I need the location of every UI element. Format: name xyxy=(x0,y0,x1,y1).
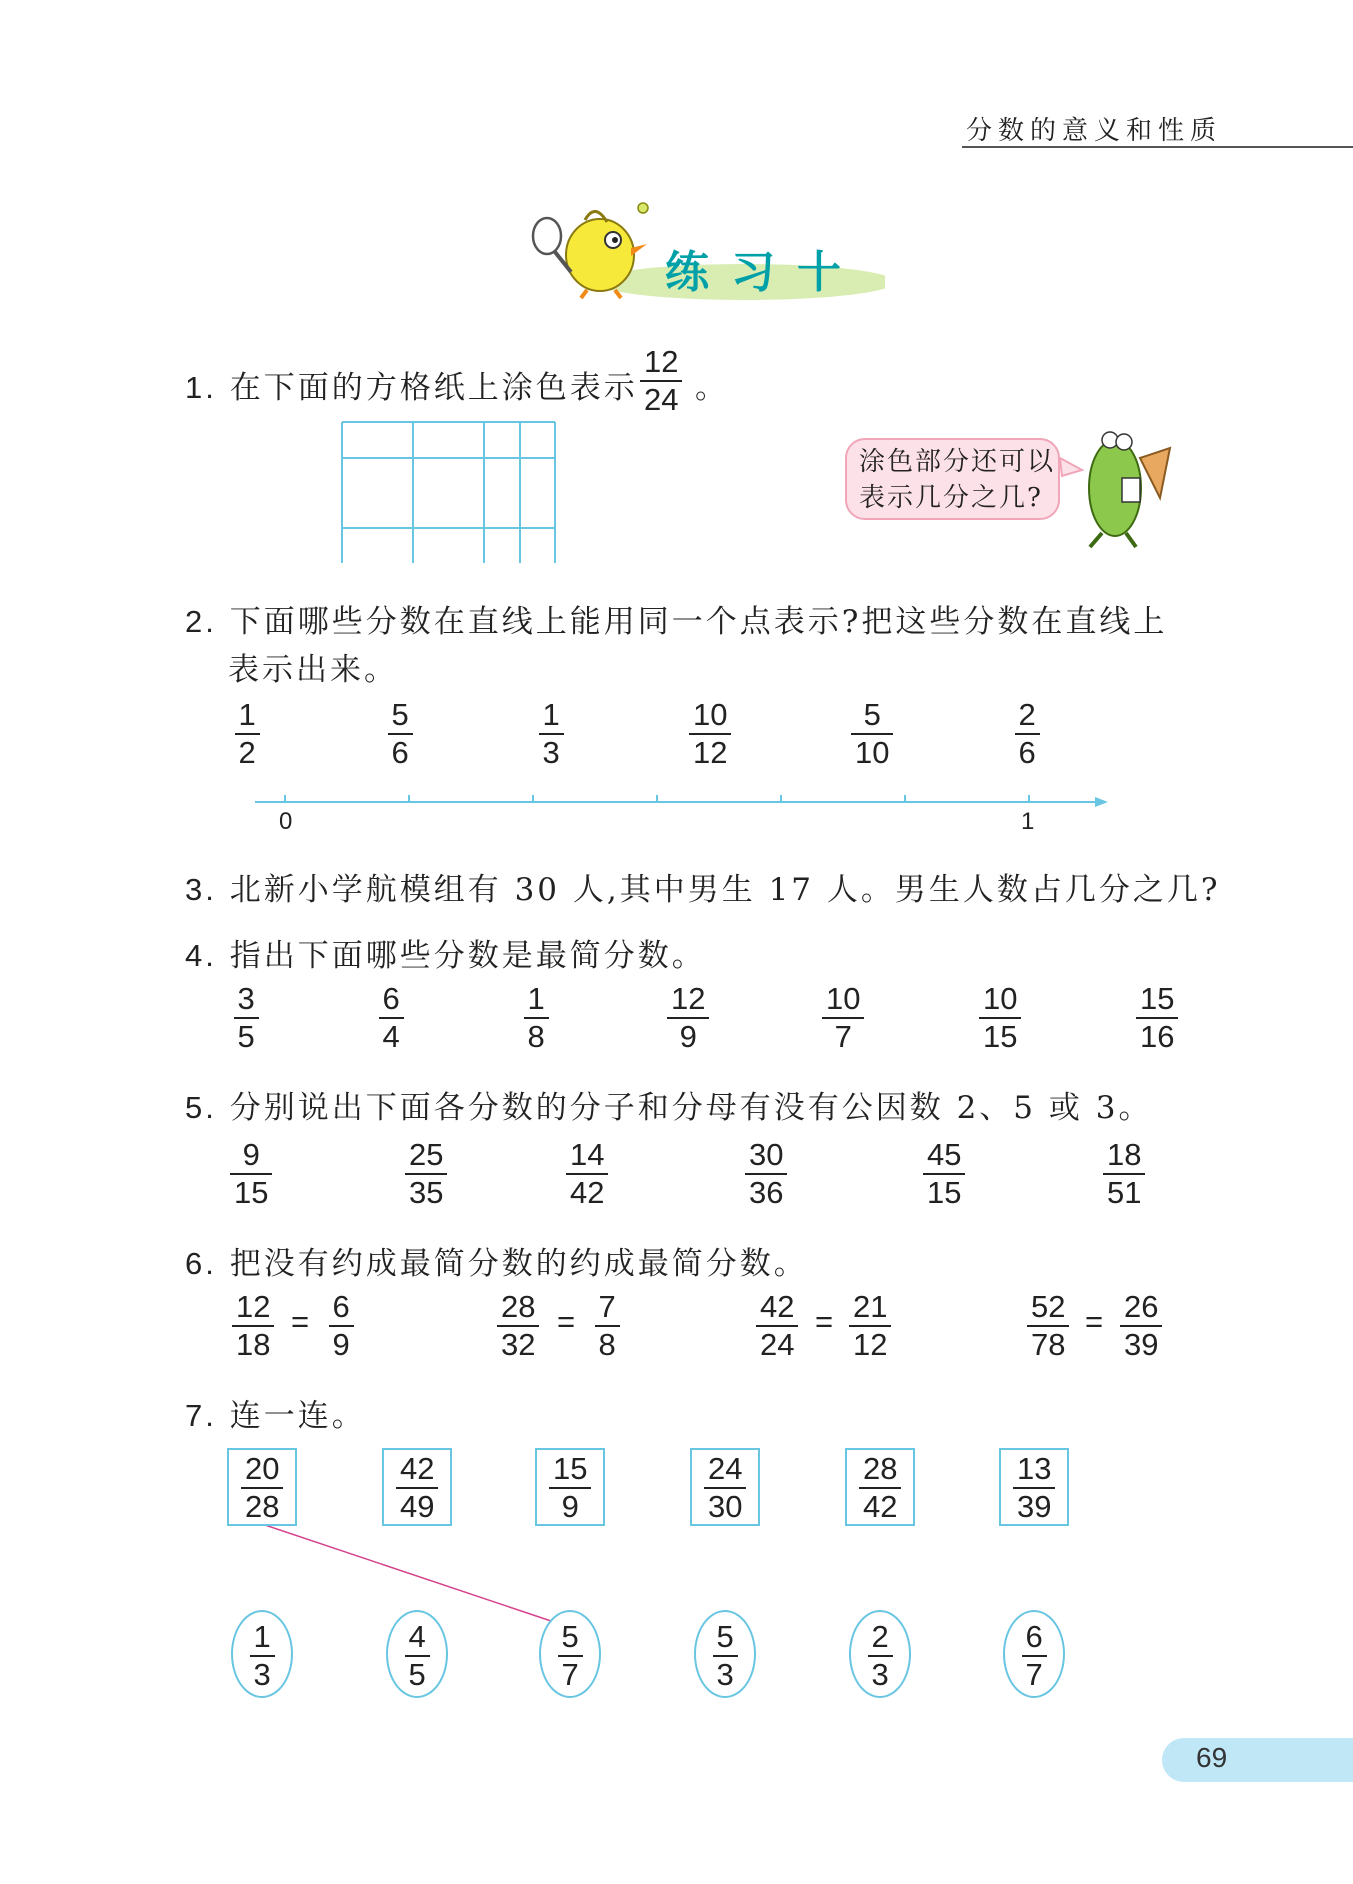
q7-number: 7. xyxy=(185,1398,217,1433)
fraction-numerator: 52 xyxy=(1031,1289,1066,1324)
fraction-numerator: 5 xyxy=(391,697,409,732)
fraction-denominator: 6 xyxy=(391,735,409,770)
page-number: 69 xyxy=(1196,1742,1228,1773)
q6-prompt: 把没有约成最简分数的约成最简分数。 xyxy=(229,1246,808,1282)
fraction-numerator: 15 xyxy=(553,1451,588,1486)
q4-number: 4. xyxy=(185,938,217,973)
fraction-denominator: 2 xyxy=(238,735,256,770)
fraction-denominator: 3 xyxy=(542,735,560,770)
q6-number: 6. xyxy=(185,1246,217,1281)
fraction-numerator: 1 xyxy=(527,981,545,1016)
fraction-numerator: 18 xyxy=(1107,1137,1142,1172)
bubble-line-2: 表示几分之几? xyxy=(859,483,1043,513)
fraction-numerator: 15 xyxy=(1140,981,1175,1016)
fraction-numerator: 42 xyxy=(400,1451,435,1486)
fraction-denominator: 12 xyxy=(693,735,728,770)
fraction-denominator: 36 xyxy=(749,1175,784,1210)
q1-period: 。 xyxy=(695,370,729,406)
axis-label-zero: 0 xyxy=(279,808,293,835)
match-box-fraction xyxy=(859,1452,901,1524)
fraction-numerator: 20 xyxy=(245,1451,280,1486)
fraction-denominator: 5 xyxy=(408,1657,426,1692)
fraction-denominator: 15 xyxy=(234,1175,269,1210)
match-oval-fraction xyxy=(713,1620,738,1692)
match-oval-fraction xyxy=(250,1620,275,1692)
fraction-numerator: 2 xyxy=(1018,697,1036,732)
fraction-denominator: 32 xyxy=(501,1327,536,1362)
match-box-fraction xyxy=(1013,1452,1055,1524)
fraction-denominator: 6 xyxy=(1018,735,1036,770)
exercise-title: 练习十 xyxy=(665,247,863,298)
fraction-numerator: 5 xyxy=(561,1619,579,1654)
fraction-denominator: 4 xyxy=(382,1019,400,1054)
fraction-numerator: 28 xyxy=(501,1289,536,1324)
fraction-denominator: 9 xyxy=(332,1327,350,1362)
match-oval-fraction xyxy=(1022,1620,1047,1692)
fraction-numerator: 9 xyxy=(242,1137,260,1172)
fraction-numerator: 6 xyxy=(382,981,400,1016)
match-oval-fraction xyxy=(558,1620,583,1692)
q1-number: 1. xyxy=(185,370,217,405)
fraction-denominator: 24 xyxy=(760,1327,795,1362)
fraction-denominator: 3 xyxy=(253,1657,271,1692)
fraction-denominator: 49 xyxy=(400,1489,435,1524)
equals-sign: = xyxy=(557,1304,576,1339)
fraction-denominator: 8 xyxy=(527,1019,545,1054)
fraction-denominator: 39 xyxy=(1124,1327,1159,1362)
fraction-numerator: 26 xyxy=(1124,1289,1159,1324)
q7-prompt: 连一连。 xyxy=(229,1398,366,1434)
fraction-denominator: 9 xyxy=(561,1489,579,1524)
q2-prompt-2: 表示出来。 xyxy=(228,652,398,688)
fraction-denominator: 42 xyxy=(570,1175,605,1210)
fraction-numerator: 25 xyxy=(409,1137,444,1172)
fraction-denominator: 7 xyxy=(834,1019,852,1054)
fraction-denominator: 9 xyxy=(679,1019,697,1054)
fraction-denominator: 51 xyxy=(1107,1175,1142,1210)
fraction-numerator: 2 xyxy=(871,1619,889,1654)
fraction-denominator: 3 xyxy=(871,1657,889,1692)
match-oval-fraction xyxy=(405,1620,430,1692)
fraction-denominator: 8 xyxy=(598,1327,616,1362)
fraction-numerator: 7 xyxy=(598,1289,616,1324)
fraction-numerator: 45 xyxy=(927,1137,962,1172)
fraction-numerator: 30 xyxy=(749,1137,784,1172)
q3-number: 3. xyxy=(185,872,217,907)
section-title: 分数的意义和性质 xyxy=(966,116,1223,146)
match-oval-fraction xyxy=(868,1620,893,1692)
bubble-line-1: 涂色部分还可以 xyxy=(859,447,1056,477)
fraction-numerator: 1 xyxy=(542,697,560,732)
fraction-numerator: 10 xyxy=(693,697,728,732)
q2-prompt-1: 下面哪些分数在直线上能用同一个点表示?把这些分数在直线上 xyxy=(229,604,1168,640)
fraction-numerator: 10 xyxy=(826,981,861,1016)
fraction-numerator: 1 xyxy=(253,1619,271,1654)
match-box-fraction xyxy=(704,1452,746,1524)
fraction-numerator: 12 xyxy=(236,1289,271,1324)
fraction-denominator: 5 xyxy=(237,1019,255,1054)
fraction-numerator: 42 xyxy=(760,1289,795,1324)
fraction-numerator: 3 xyxy=(237,981,255,1016)
match-box-fraction xyxy=(396,1452,438,1524)
match-box-fraction xyxy=(549,1452,591,1524)
fraction-numerator: 12 xyxy=(671,981,706,1016)
fraction-denominator: 78 xyxy=(1031,1327,1066,1362)
fraction-denominator: 35 xyxy=(409,1175,444,1210)
fraction-numerator: 14 xyxy=(570,1137,605,1172)
fraction-denominator: 15 xyxy=(927,1175,962,1210)
fraction-numerator: 5 xyxy=(716,1619,734,1654)
fraction-denominator: 18 xyxy=(236,1327,271,1362)
fraction-denominator: 42 xyxy=(863,1489,898,1524)
fraction-denominator: 12 xyxy=(853,1327,888,1362)
equals-sign: = xyxy=(1085,1304,1104,1339)
q2-number: 2. xyxy=(185,604,217,639)
equals-sign: = xyxy=(291,1304,310,1339)
fraction-denominator: 24 xyxy=(644,382,679,417)
fraction-numerator: 5 xyxy=(863,697,881,732)
fraction-numerator: 6 xyxy=(1025,1619,1043,1654)
fraction-denominator: 7 xyxy=(1025,1657,1043,1692)
equals-sign: = xyxy=(815,1304,834,1339)
page-number-tab xyxy=(1162,1738,1353,1782)
fraction-denominator: 10 xyxy=(855,735,890,770)
q4-prompt: 指出下面哪些分数是最简分数。 xyxy=(229,938,706,974)
fraction-denominator: 39 xyxy=(1017,1489,1052,1524)
q5-prompt: 分别说出下面各分数的分子和分母有没有公因数 2、5 或 3。 xyxy=(229,1090,1153,1126)
fraction-numerator: 4 xyxy=(408,1619,426,1654)
fraction-numerator: 28 xyxy=(863,1451,898,1486)
q1-prompt: 在下面的方格纸上涂色表示 xyxy=(229,370,638,406)
q5-number: 5. xyxy=(185,1090,217,1125)
match-box-fraction xyxy=(241,1452,283,1524)
axis-label-one: 1 xyxy=(1021,808,1035,835)
fraction-numerator: 6 xyxy=(332,1289,350,1324)
fraction-denominator: 7 xyxy=(561,1657,579,1692)
fraction-denominator: 3 xyxy=(716,1657,734,1692)
q3-prompt: 北新小学航模组有 30 人,其中男生 17 人。男生人数占几分之几? xyxy=(229,872,1221,908)
fraction-numerator: 21 xyxy=(853,1289,888,1324)
fraction-numerator: 10 xyxy=(983,981,1018,1016)
fraction-denominator: 15 xyxy=(983,1019,1018,1054)
fraction-numerator: 1 xyxy=(238,697,256,732)
fraction-numerator: 13 xyxy=(1017,1451,1052,1486)
fraction-numerator: 24 xyxy=(708,1451,743,1486)
fraction-denominator: 28 xyxy=(245,1489,280,1524)
fraction-denominator: 30 xyxy=(708,1489,743,1524)
fraction-numerator: 12 xyxy=(644,344,679,379)
fraction-denominator: 16 xyxy=(1140,1019,1175,1054)
